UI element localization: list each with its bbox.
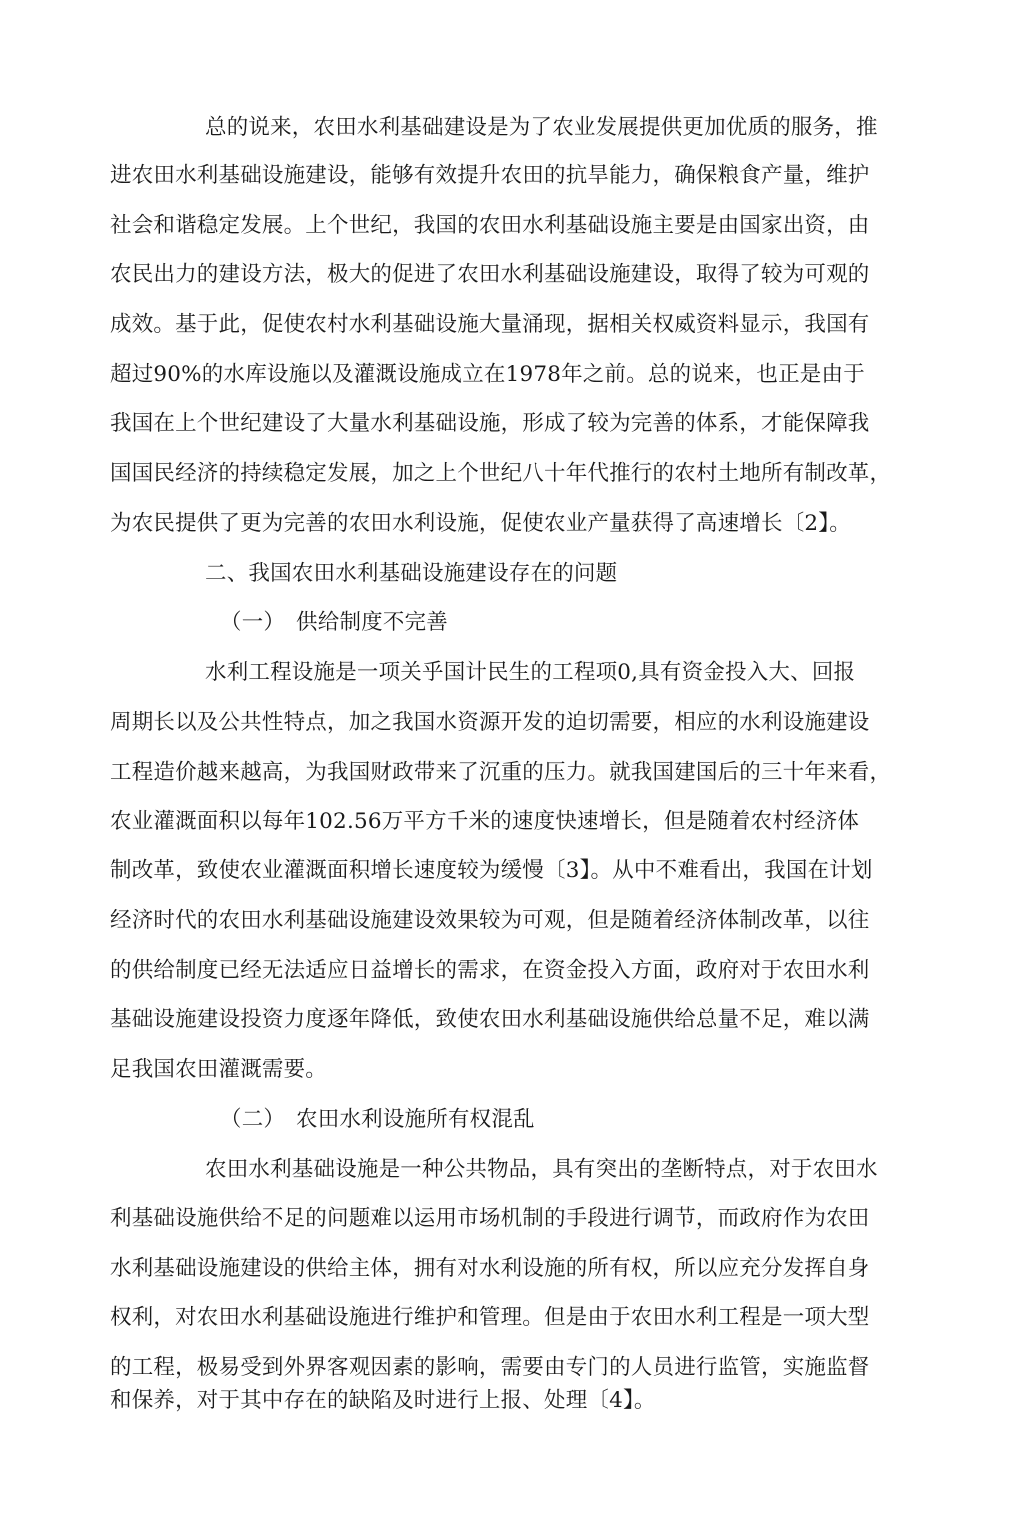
paragraph-line: 国国民经济的持续稳定发展，加之上个世纪八十年代推行的农村土地所有制改革， [110,461,892,486]
paragraph-line: 水利基础设施建设的供给主体，拥有对水利设施的所有权，所以应充分发挥自身 [110,1256,870,1281]
paragraph-line: 我国在上个世纪建设了大量水利基础设施，形成了较为完善的体系，才能保障我 [110,411,870,436]
paragraph-line: 水利工程设施是一项关乎国计民生的工程项0,具有资金投入大、回报 [205,660,856,685]
paragraph-line: 超过90%的水库设施以及灌溉设施成立在1978年之前。总的说来，也正是由于 [110,362,865,387]
paragraph-line: 和保养，对于其中存在的缺陷及时进行上报、处理〔4】。 [110,1388,656,1413]
subsection-heading: （一） 供给制度不完善 [220,610,448,635]
paragraph-line: 足我国农田灌溉需要。 [110,1057,328,1082]
paragraph-line: 的工程，极易受到外界客观因素的影响，需要由专门的人员进行监管，实施监督 [110,1355,870,1380]
paragraph-line: 周期长以及公共性特点，加之我国水资源开发的迫切需要，相应的水利设施建设 [110,710,870,735]
paragraph-line: 成效。基于此，促使农村水利基础设施大量涌现，据相关权威资料显示，我国有 [110,312,870,337]
section-heading: 二、我国农田水利基础设施建设存在的问题 [205,561,618,586]
paragraph-line: 权利，对农田水利基础设施进行维护和管理。但是由于农田水利工程是一项大型 [110,1305,870,1330]
paragraph-line: 的供给制度已经无法适应日益增长的需求，在资金投入方面，政府对于农田水利 [110,958,870,983]
paragraph-line: 为农民提供了更为完善的农田水利设施，促使农业产量获得了高速增长〔2】。 [110,511,851,536]
paragraph-line: 农民出力的建设方法，极大的促进了农田水利基础设施建设，取得了较为可观的 [110,262,870,287]
paragraph-line: 经济时代的农田水利基础设施建设效果较为可观，但是随着经济体制改革，以往 [110,908,870,933]
paragraph-line: 进农田水利基础设施建设，能够有效提升农田的抗旱能力，确保粮食产量，维护 [110,163,870,188]
paragraph-line: 基础设施建设投资力度逐年降低，致使农田水利基础设施供给总量不足，难以满 [110,1007,870,1032]
paragraph-line: 制改革，致使农业灌溉面积增长速度较为缓慢〔3】。从中不难看出，我国在计划 [110,858,873,883]
paragraph-line: 利基础设施供给不足的问题难以运用市场机制的手段进行调节，而政府作为农田 [110,1206,870,1231]
paragraph-line: 工程造价越来越高，为我国财政带来了沉重的压力。就我国建国后的三十年来看， [110,760,892,785]
paragraph-line: 农田水利基础设施是一种公共物品，具有突出的垄断特点，对于农田水 [205,1157,878,1182]
paragraph-line: 总的说来，农田水利基础建设是为了农业发展提供更加优质的服务，推 [205,115,878,140]
paragraph-line: 社会和谐稳定发展。上个世纪，我国的农田水利基础设施主要是由国家出资，由 [110,213,870,238]
subsection-heading: （二） 农田水利设施所有权混乱 [220,1107,535,1132]
paragraph-line: 农业灌溉面积以每年102.56万平方千米的速度快速增长，但是随着农村经济体 [110,809,860,834]
